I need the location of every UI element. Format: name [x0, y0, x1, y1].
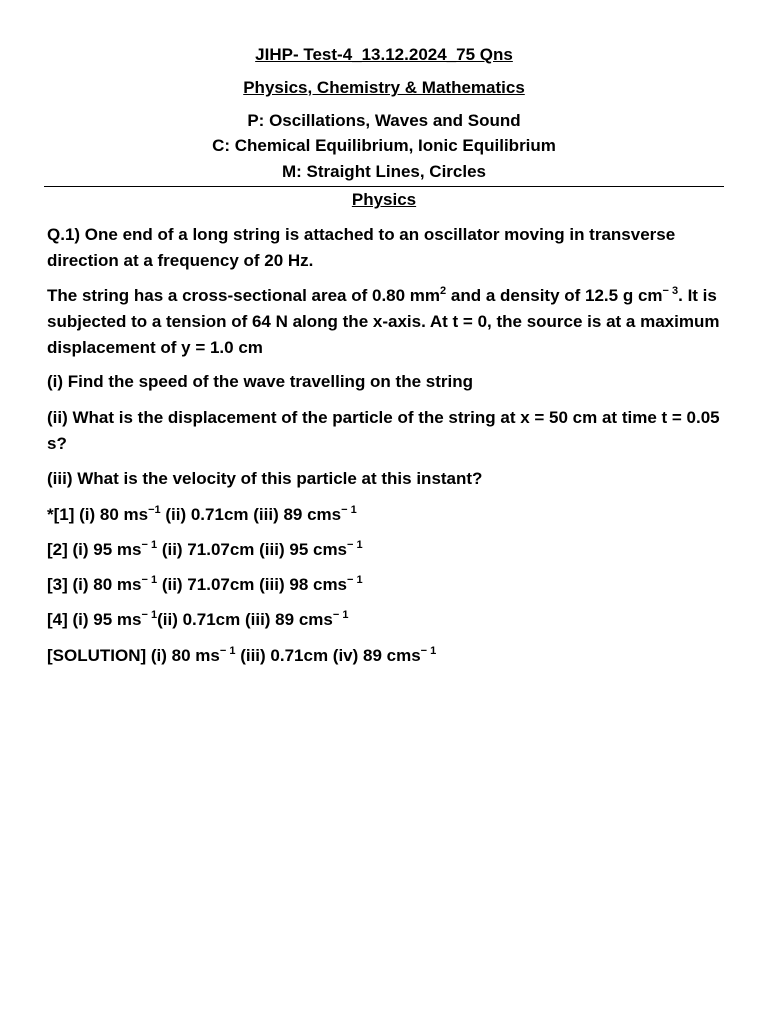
test-title: JIHP- Test-4_13.12.2024_75 Qns: [255, 45, 513, 64]
solution-sup: − 1: [219, 645, 236, 657]
solution-sup: − 1: [420, 645, 437, 657]
option-text: [4] (i) 95 ms: [47, 610, 142, 629]
option-text: (ii) 0.71cm (iii) 89 cms: [160, 505, 342, 524]
option-4[interactable]: [47, 607, 727, 633]
option-1[interactable]: [47, 502, 727, 528]
option-sup: − 1: [141, 539, 158, 551]
option-sup: − 1: [332, 609, 349, 621]
givens-text-a: The string has a cross-sectional area of 0.80 mm: [47, 286, 441, 305]
option-sup: − 1: [347, 574, 363, 586]
givens-sup-density: − 3: [662, 285, 679, 297]
option-2[interactable]: [47, 537, 727, 563]
option-text: (ii) 71.07cm (iii) 98 cms: [157, 575, 348, 594]
option-sup: −1: [148, 504, 161, 516]
option-sup: − 1: [347, 539, 363, 551]
question-part-ii: (ii) What is the displacement of the particle of the string at x = 50 cm at time t = 0.05 s?: [47, 408, 720, 453]
question-givens: [47, 283, 727, 361]
givens-text-b: and a density of 12.5 g cm: [446, 286, 663, 305]
option-text: (ii) 0.71cm (iii) 89 cms: [157, 610, 333, 629]
physics-topics: P: Oscillations, Waves and Sound: [247, 111, 521, 130]
givens-sup-area: 2: [440, 285, 447, 297]
question-part-i: (i) Find the speed of the wave travelling on the string: [47, 372, 473, 391]
option-text: (ii) 71.07cm (iii) 95 cms: [157, 540, 348, 559]
solution-text: [SOLUTION] (i) 80 ms: [47, 646, 220, 665]
option-text: *[1] (i) 80 ms: [47, 505, 149, 524]
solution-line: [47, 643, 727, 669]
option-text: [3] (i) 80 ms: [47, 575, 142, 594]
header-divider: [44, 186, 724, 187]
question-part-iii: (iii) What is the velocity of this particle at this instant?: [47, 469, 483, 488]
chemistry-topics: C: Chemical Equilibrium, Ionic Equilibrium: [212, 136, 556, 155]
section-title: Physics: [351, 190, 417, 209]
question-stem: Q.1) One end of a long string is attached to an oscillator moving in transverse direction at a frequency of 20 Hz.: [47, 225, 676, 270]
option-sup: − 1: [141, 574, 158, 586]
option-sup: − 1: [141, 609, 158, 621]
solution-text: (iii) 0.71cm (iv) 89 cms: [235, 646, 421, 665]
option-3[interactable]: [47, 572, 727, 598]
option-text: [2] (i) 95 ms: [47, 540, 142, 559]
givens-text-c: . It is subjected to a tension of 64 N along the x-axis. At t = 0, the source is at a maximum displacement of y = 1.0 cm: [47, 286, 720, 357]
option-sup: − 1: [341, 504, 357, 516]
math-topics: M: Straight Lines, Circles: [281, 162, 487, 181]
subjects-heading: Physics, Chemistry & Mathematics: [243, 78, 525, 97]
